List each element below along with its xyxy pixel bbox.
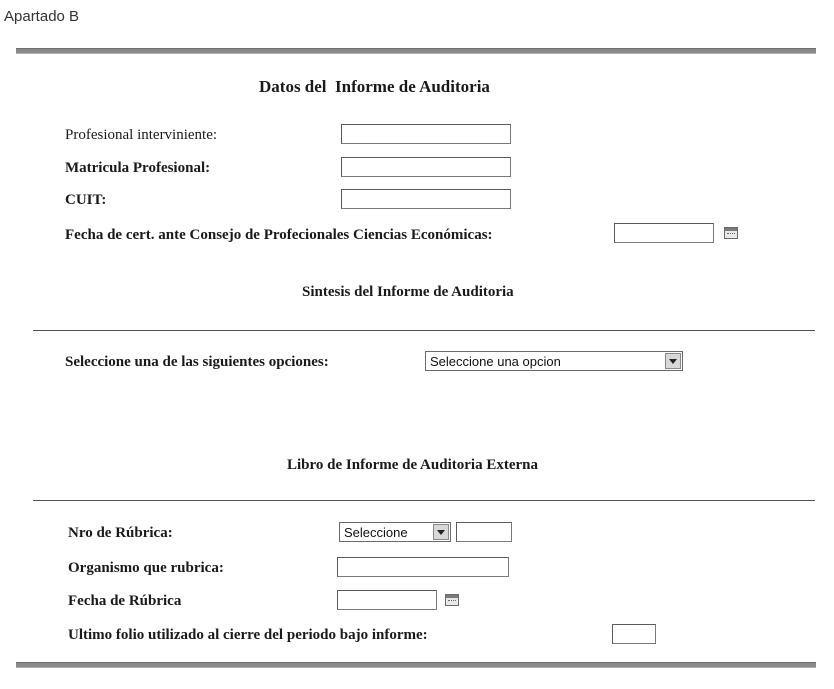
cuit-label: CUIT:: [65, 192, 107, 208]
bottom-divider: [16, 662, 816, 668]
calendar-icon[interactable]: [724, 227, 738, 239]
sintesis-title: Sintesis del Informe de Auditoria: [302, 284, 514, 300]
top-divider: [16, 48, 816, 54]
calendar-icon[interactable]: [445, 594, 459, 606]
cuit-input[interactable]: [341, 189, 511, 209]
datos-title-part1: Datos del: [259, 77, 327, 96]
ultimo-folio-input[interactable]: [612, 624, 656, 644]
profesional-input[interactable]: [341, 124, 511, 144]
chevron-down-icon[interactable]: [433, 524, 449, 540]
datos-title-part2: Informe de Auditoria: [335, 77, 490, 96]
sintesis-option-select[interactable]: [425, 351, 683, 371]
organismo-label: Organismo que rubrica:: [68, 560, 224, 576]
ultimo-folio-label: Ultimo folio utilizado al cierre del periodo bajo informe:: [68, 627, 428, 643]
libro-title: Libro de Informe de Auditoria Externa: [287, 457, 538, 473]
organismo-input[interactable]: [337, 557, 509, 577]
datos-title: [259, 77, 490, 97]
libro-divider: [33, 500, 815, 501]
fecha-cert-label: Fecha de cert. ante Consejo de Profecionales Ciencias Económicas:: [65, 227, 493, 243]
matricula-input[interactable]: [341, 157, 511, 177]
nro-rubrica-input[interactable]: [456, 522, 512, 542]
sintesis-option-label: Seleccione una de las siguientes opciones:: [65, 354, 329, 370]
nro-rubrica-label: Nro de Rúbrica:: [68, 525, 173, 541]
matricula-label: Matricula Profesional:: [65, 160, 211, 176]
section-label: Apartado B: [4, 8, 80, 25]
fecha-cert-input[interactable]: [614, 223, 714, 243]
nro-rubrica-select[interactable]: [339, 522, 451, 542]
sintesis-divider: [33, 330, 815, 331]
profesional-label: Profesional interviniente:: [65, 127, 218, 143]
sintesis-option-value: Seleccione una opcion: [430, 353, 561, 369]
fecha-rubrica-input[interactable]: [337, 590, 437, 610]
chevron-down-icon[interactable]: [665, 353, 681, 369]
fecha-rubrica-label: Fecha de Rúbrica: [68, 593, 182, 609]
nro-rubrica-value: Seleccione: [344, 524, 408, 540]
